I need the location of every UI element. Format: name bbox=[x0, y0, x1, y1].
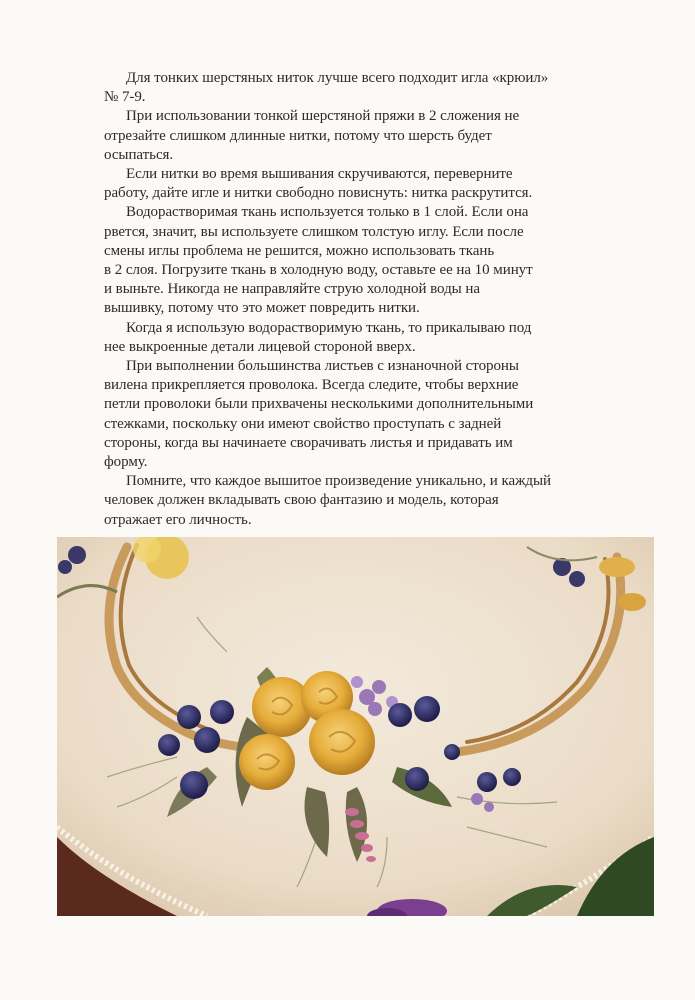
text-line: Если нитки во время вышивания скручиваются, переверните bbox=[126, 166, 513, 183]
text-line: рвется, значит, вы используете слишком толстую иглу. Если после bbox=[104, 223, 524, 240]
text-line: Для тонких шерстяных ниток лучше всего подходит игла «крюил» bbox=[126, 70, 549, 86]
paragraph bbox=[104, 69, 612, 107]
text-line: Когда я использую водорастворимую ткань, то прикалываю под bbox=[126, 319, 532, 336]
text-line: осыпаться. bbox=[104, 146, 174, 163]
text-line: форму. bbox=[104, 454, 148, 471]
text-line: стороны, когда вы начинаете сворачивать листья и придавать им bbox=[104, 434, 513, 451]
paragraph bbox=[104, 472, 612, 530]
text-line: работу, дайте игле и нитки свободно повиснуть: нитка раскрутится. bbox=[104, 185, 533, 202]
text-line: человек должен вкладывать свою фантазию и модель, которая bbox=[104, 492, 499, 509]
text-line: и выньте. Никогда не направляйте струю холодной воды на bbox=[104, 281, 480, 298]
text-line: При использовании тонкой шерстяной пряжи в 2 сложения не bbox=[126, 108, 520, 125]
text-line: смены иглы проблема не решится, можно использовать ткань bbox=[104, 242, 495, 259]
text-line: № 7-9. bbox=[104, 89, 146, 106]
paragraph bbox=[104, 107, 612, 165]
paragraph bbox=[104, 165, 612, 203]
text-line: отражает его личность. bbox=[104, 511, 252, 528]
embroidery-photo bbox=[57, 537, 654, 916]
text-line: вышивку, потому что это может повредить нитки. bbox=[104, 300, 420, 317]
paragraph bbox=[104, 319, 612, 357]
text-line: Водорастворимая ткань используется только в 1 слой. Если она bbox=[126, 204, 529, 221]
paragraph bbox=[104, 357, 612, 472]
text-line: отрезайте слишком длинные нитки, потому что шерсть будет bbox=[104, 127, 492, 144]
text-line: нее выкроенные детали лицевой стороной вверх. bbox=[104, 338, 416, 355]
body-text bbox=[104, 69, 612, 530]
text-line: стежками, поскольку они имеют свойство проступать с задней bbox=[104, 415, 502, 432]
text-line: в 2 слоя. Погрузите ткань в холодную воду, оставьте ее на 10 минут bbox=[104, 262, 533, 279]
text-line: При выполнении большинства листьев с изнаночной стороны bbox=[126, 358, 519, 375]
paragraph bbox=[104, 203, 612, 318]
text-line: петли проволоки были прихвачены несколькими дополнительными bbox=[104, 396, 534, 413]
text-line: вилена прикрепляется проволока. Всегда следите, чтобы верхние bbox=[104, 377, 519, 394]
embroidery-illustration bbox=[57, 537, 654, 916]
text-line: Помните, что каждое вышитое произведение уникально, и каждый bbox=[126, 473, 551, 490]
